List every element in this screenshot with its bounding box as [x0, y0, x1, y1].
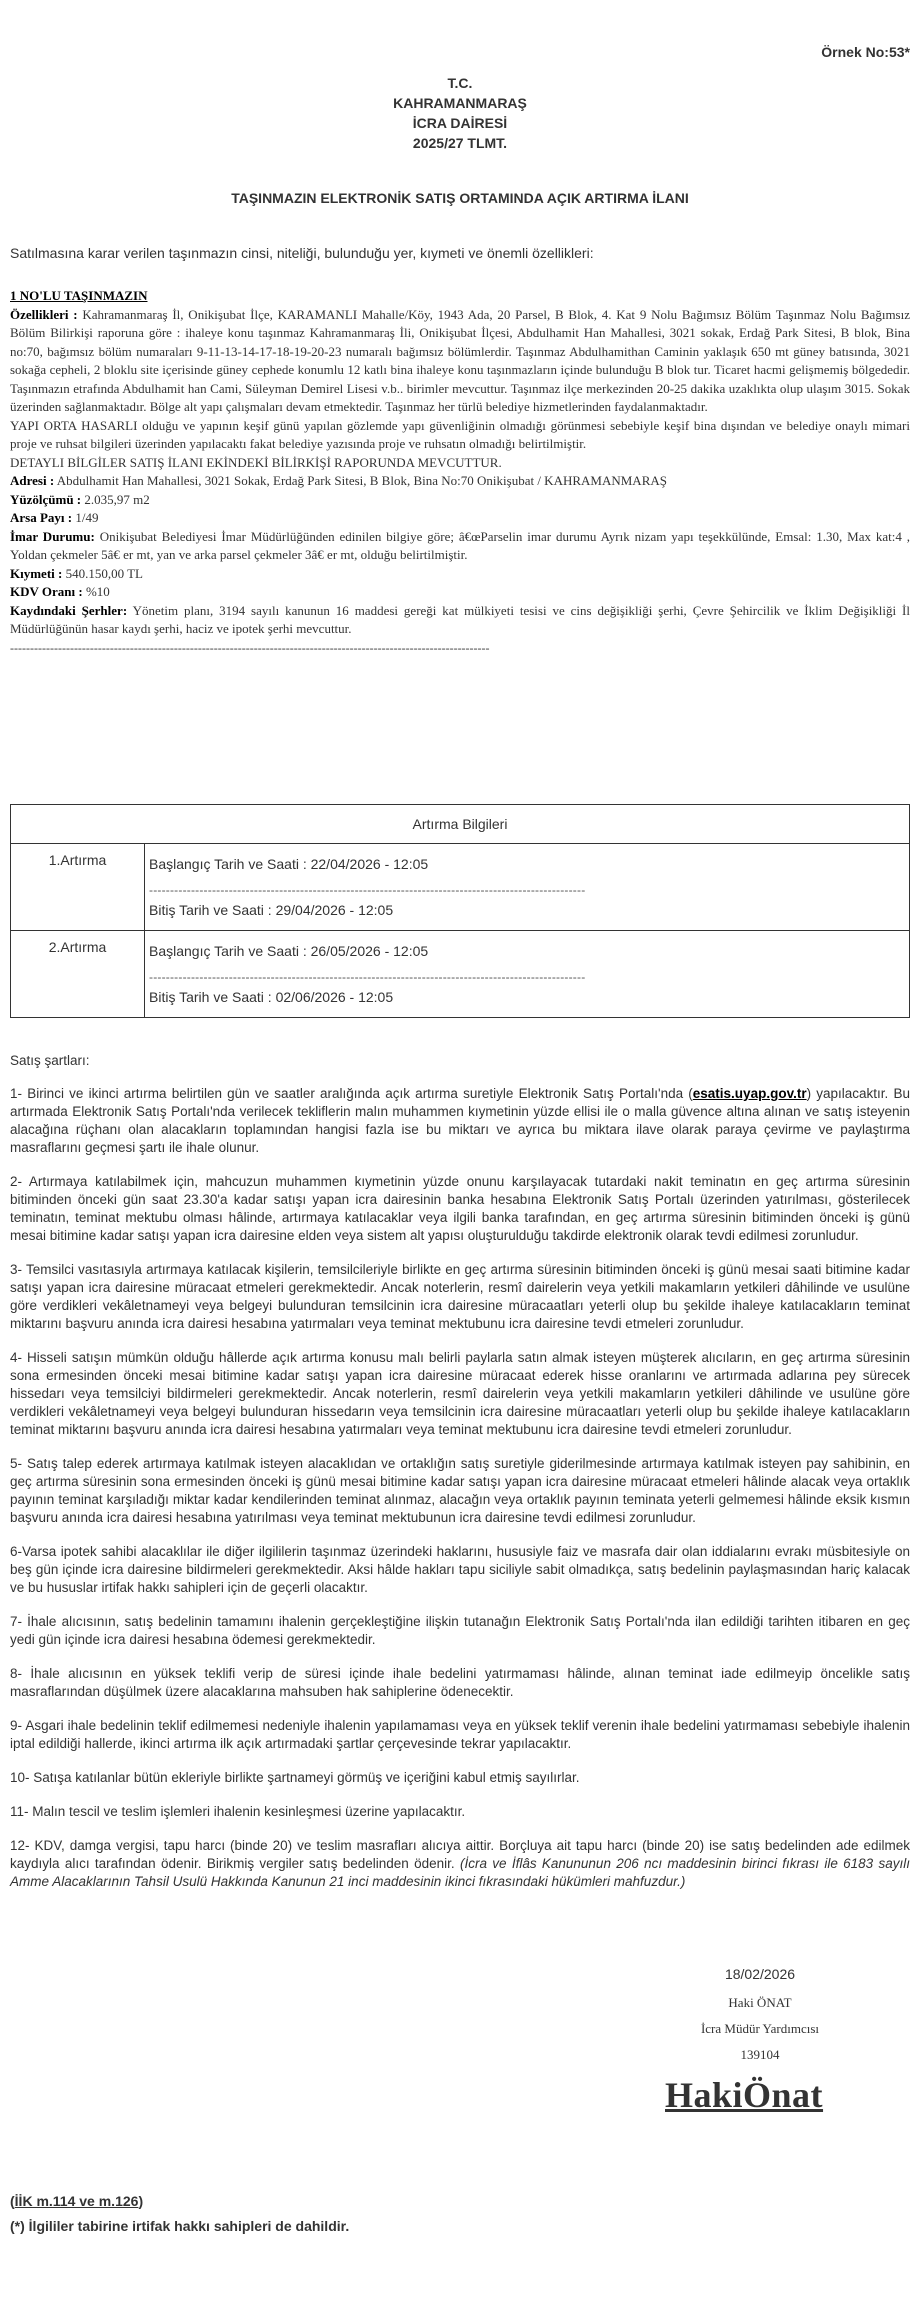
property-value	[10, 565, 910, 584]
term-1-text-b: ) yapılacaktır. Bu artırmada Elektronik Satış Portalı'nda verilecek tekliflerin malın muhammen kıymetinin yüzde ellisi ile o malla güvence altına alınan ve satış isteyenin alacağına rüçhanı olan alacakların toplamından hangisi fazla ise bu miktarı ve ayrıca bu miktara ilave olarak paraya çevirme ve paylaştırma masraflarını geçmesi şartı ile ihale olunur.	[10, 1086, 910, 1155]
law-reference: İİK m.114 ve m.126	[14, 2193, 139, 2209]
auction-start: Başlangıç Tarih ve Saati : 26/05/2026 - 12:05	[149, 943, 429, 959]
signature-date: 18/02/2026	[724, 1966, 796, 1982]
share-label: Arsa Payı :	[10, 510, 73, 525]
property-separator: ------------------------------------------------------------------------------------------------------------------------	[10, 640, 490, 655]
features-text: Kahramanmaraş İl, Onikişubat İlçe, KARAMANLI Mahalle/Köy, 1943 Ada, 20 Parsel, B Blok, 4. Kat 9 Nolu Bağımsız Bölüm Taşınmaz Nolu Bağımsız Bölüm Bilirkişi raporuna göre : ihaleye konu taşınmaz Kahramanmaraş İli, Onikişubat İlçesi, Abdulhamit Han Mahallesi, 3021 sokak, Erdağ Park Sitesi, B blok, Bina no:70, bağımsız bölüm numaraları 9-11-13-14-17-18-19-20-23 numaralı bağımsız bölümlerdir. Taşınmaz Abdulhamithan Caminin yaklaşık 650 mt güney batısında, 3021 sokağa cepheli, 2 bloklu site içerisinde güney cephede konumlu 12 katlı bina ihaleye konu taşınmazların içinde bulunduğu B blok tur. Ticaret hacmi gelişmemiş bölgededir. Taşınmazın etrafında Abdulhamit han Cami, Süleyman Demirel Lisesi v.b.. birimler mevcuttur. Taşınmaz ilçe merkezinden 20-25 dakika uzaklıkta olup ulaşım 3015. Sokak üzerinden sağlanmaktadır. Bölge alt yapı çalışmaları devam etmektedir. Taşınmaz her türlü belediye hizmetlerinden faydalanmaktadır.	[10, 306, 910, 414]
esatis-link[interactable]: esatis.uyap.gov.tr	[692, 1086, 807, 1101]
area-label: Yüzölçümü :	[10, 491, 82, 507]
signer-name: Haki ÖNAT	[728, 1995, 792, 2010]
auction-table-header: Artırma Bilgileri	[11, 805, 909, 844]
terms-title: Satış şartları:	[10, 1053, 90, 1068]
header-office: İCRA DAİRESİ	[412, 115, 508, 131]
property-share	[10, 509, 910, 528]
paren-close: )	[138, 2193, 144, 2209]
zoning-value: Onikişubat Belediyesi İmar Müdürlüğünden edinilen bilgiye göre; â€œParselin imar durumu Ayrık nizam yapı teşekkülünde, Emsal: 1.30, Max kat:4 , Yoldan çekmeler 5â€ er mt, yan ve arka parsel çekmeler 3â€ er mt, olduğu belirtilmiştir.	[10, 528, 910, 562]
features-label: Özellikleri :	[10, 306, 78, 322]
signer-number: 139104	[740, 2047, 780, 2062]
annotations-value: Yönetim planı, 3194 sayılı kanunun 16 maddesi gereği kat mülkiyeti tesisi ve cins değişikliği şerhi, Çevre Şehircilik ve İklim Değişikliği İl Müdürlüğünün hasar kaydı şerhi, haciz ve ipotek şerhi mevcuttur.	[10, 602, 910, 636]
property-area	[10, 491, 910, 510]
property-section	[10, 287, 910, 657]
auction-divider: --------------------------------------------------------------------------------------------------------	[149, 970, 586, 984]
annotations-label: Kaydındaki Şerhler:	[10, 602, 128, 618]
property-annotations	[10, 602, 910, 639]
sale-terms	[10, 1052, 910, 1907]
auction-row-label: 2.Artırma	[11, 931, 145, 1017]
auction-row-dates	[145, 931, 909, 1017]
term-4: 4- Hisseli satışın mümkün olduğu hâllerde açık artırma konusu malı belirli paylarla satın almak isteyen müşterek alıcıların, en geç artırma süresinin sona ermesinden önceki mesai bitimine kadar satışı yapan icra dairesine müracaat ederek hisse oranlarını ve artırmada adlarına pey sürecek hissedarı veya temsilciyi bildirmeleri gerekmektedir. Ancak noterlerin, resmî dairelerin veya yetkili makamların yetkileri dâhilinde ve usulüne göre verdikleri vekâletnameyi veya belgeyi bulunduran hissedarın veya temsilcinin icra dairesine müracaatları yeterli olup bu şekilde ihaleye katılacakların teminat miktarını başvuru anında icra dairesi hesabına yatırmaları veya teminat mektubunu icra dairesine tevdi etmeleri zorunludur.	[10, 1350, 910, 1437]
term-10: 10- Satışa katılanlar bütün ekleriyle birlikte şartnameyi görmüş ve içeriğini kabul etmiş sayılırlar.	[10, 1770, 580, 1785]
document-title: TAŞINMAZIN ELEKTRONİK SATIŞ ORTAMINDA AÇIK ARTIRMA İLANI	[231, 190, 689, 206]
term-1	[10, 1085, 910, 1157]
term-8: 8- İhale alıcısının en yüksek teklifi verip de süresi içinde ihale bedelini yatırmaması hâlinde, alınan teminat iade edilmeyip öncelikle satış masraflarından düşülmek üzere alacaklarına mahsuben hak sahiplerine ödenecektir.	[10, 1666, 910, 1699]
auction-start: Başlangıç Tarih ve Saati : 22/04/2026 - 12:05	[149, 856, 429, 872]
handwritten-signature: HakiÖnat	[665, 2075, 824, 2115]
property-address	[10, 472, 910, 491]
document-header	[0, 73, 920, 153]
term-6: 6-Varsa ipotek sahibi alacaklılar ile diğer ilgililerin taşınmaz üzerindeki haklarını, hususiyle faiz ve masrafa dair olan iddialarını evrakı müsbitesiyle on beş gün içinde icra dairesine bildirmeleri gerekmektedir. Aksi hâlde hakları tapu siciliyle sabit olmadıkça, satış bedelinin paylaşmasından hariç kalacak ve bu hususlar irtifak hakkı sahipleri için de geçerli olacaktır.	[10, 1544, 910, 1595]
term-1-text-a: 1- Birinci ve ikinci artırma belirtilen gün ve saatler aralığında açık artırma suretiyle Elektronik Satış Portalı'nda (	[10, 1086, 693, 1101]
property-vat	[10, 583, 910, 602]
term-9: 9- Asgari ihale bedelinin teklif edilmemesi nedeniyle ihalenin yapılamaması veya en yüksek teklif verenin ihale bedelini yatırmaması sebebiyle ihalenin iptal edildiği hallerde, ikinci artırma ilk açık artırmadaki şartlar çerçevesinde tekrar yapılacaktır.	[10, 1718, 910, 1751]
auction-row	[11, 930, 909, 1017]
term-12-legal-note: (İcra ve İflâs Kanununun 206 ncı maddesinin birinci fıkrası ile 6183 sayılı Amme Alacaklarının Tahsil Usulü Hakkında Kanunun 21 inci maddesinin ikinci fıkrasındaki hükümleri mahfuzdur.)	[10, 1856, 911, 1889]
zoning-label: İmar Durumu:	[10, 528, 95, 544]
auction-end: Bitiş Tarih ve Saati : 29/04/2026 - 12:05	[149, 902, 394, 918]
detail-note: DETAYLI BİLGİLER SATIŞ İLANI EKİNDEKİ BİLİRKİŞİ RAPORUNDA MEVCUTTUR.	[10, 454, 502, 470]
address-label: Adresi :	[10, 473, 55, 488]
header-city: KAHRAMANMARAŞ	[393, 95, 527, 111]
header-tc: T.C.	[447, 75, 473, 91]
value-label: Kıymeti :	[10, 565, 63, 581]
address-value: Abdulhamit Han Mahallesi, 3021 Sokak, Erdağ Park Sitesi, B Blok, Bina No:70 Onikişubat / KAHRAMANMARAŞ	[54, 473, 667, 488]
auction-row-dates	[145, 844, 909, 930]
term-3: 3- Temsilci vasıtasıyla artırmaya katılacak kişilerin, temsilcileriyle birlikte en geç artırma süresinin bitiminden önceki iş günü mesai saati bitimine kadar satışı yapan icra dairesine müracaat etmeleri gerekmektedir. Ancak noterlerin, resmî dairelerin veya yetkili makamların yetkileri dâhilinde ve usulüne göre verdikleri vekâletnameyi veya belgeyi bulunduran temsilcinin icra dairesine müracaatları yeterli olup bu şekilde ihaleye katılacakların teminat miktarını başvuru anında icra dairesi hesabına yatırmaları veya teminat mektubunu icra dairesine tevdi etmeleri zorunludur.	[10, 1262, 910, 1331]
term-2: 2- Artırmaya katılabilmek için, mahcuzun muhammen kıymetinin yüzde onunu karşılayacak tutardaki nakit teminatın en geç artırma süresinin bitiminden önceki gün saat 23.30'a kadar satışı yapan icra dairesinin banka hesabına Elektronik Satış Portalı üzerinden yatırılması, gösterilecek teminatın, teminat mektubu olması hâlinde, artırmaya katılacaklar veya ilgili banka tarafından, en geç artırma süresinin bitiminden önceki iş günü mesai bitimine kadar satışı yapan icra dairesine elden veya sistem alt yapısı oluşturulduğu takdirde elektronik olarak tevdi edilmesi zorunludur.	[10, 1174, 910, 1243]
vat-value: %10	[82, 584, 110, 599]
share-value: 1/49	[72, 510, 99, 525]
term-11: 11- Malın tescil ve teslim işlemleri ihalenin kesinleşmesi üzerine yapılacaktır.	[10, 1804, 466, 1819]
term-7: 7- İhale alıcısının, satış bedelinin tamamını ihalenin gerçekleştiğine ilişkin tutanağın Elektronik Satış Portalı'nda ilan edildiği tarihten itibaren en geç yedi gün içinde icra dairesi hesabına ödemesi gerekmektedir.	[10, 1614, 910, 1647]
signer-role: İcra Müdür Yardımcısı	[700, 2021, 820, 2036]
term-12-text: 12- KDV, damga vergisi, tapu harcı (binde 20) ve teslim masrafları alıcıya aittir. Borçluya ait tapu harcı (binde 20) ise satış bedelinden ade edilmek kaydıyla alıcı tarafından ödenir. Birikmiş vergiler satış bedelinden ödenir.	[10, 1838, 910, 1871]
intro-text: Satılmasına karar verilen taşınmazın cinsi, niteliği, bulunduğu yer, kıymeti ve önemli özellikleri:	[10, 245, 594, 261]
property-heading: 1 NO'LU TAŞINMAZIN	[10, 288, 148, 303]
footnote-law-reference	[10, 2193, 143, 2209]
auction-table	[10, 804, 910, 1018]
auction-row-label: 1.Artırma	[11, 844, 145, 930]
auction-row	[11, 844, 909, 930]
damage-note: YAPI ORTA HASARLI olduğu ve yapının keşif günü yapılan gözlemde yapı güvenliğinin olmadığı görünmesi sebebiyle keşif bina dışından ve belediye onaylı mimari proje ve ruhsat bilgileri üzerinden yapılacaktı fakat belediye yazısında proje ve ruhsatın olmadığı belirtilmiştir.	[10, 417, 910, 451]
value-amount: 540.150,00 TL	[62, 565, 143, 581]
auction-end: Bitiş Tarih ve Saati : 02/06/2026 - 12:05	[149, 989, 394, 1005]
term-12	[10, 1837, 910, 1891]
vat-label: KDV Oranı :	[10, 584, 83, 599]
property-zoning	[10, 528, 910, 565]
ornek-number: Örnek No:53*	[821, 44, 910, 60]
term-5: 5- Satış talep ederek artırmaya katılmak isteyen alacaklıdan ve ortaklığın satış suretiyle giderilmesinde artırmaya katılmak isteyen pay sahibinin, en geç artırma süresinin sona ermesinden önceki iş günü mesai bitimine kadar satışı yapan icra dairesine müracaat etmeleri hâlinde alacak veya ortaklık payının teminat karşıladığı miktar kadar kendilerinden teminat alınmaz, alacağın veya ortaklık payının teminata yeterli gelmemesi hâlinde eksik kısmın başvuru anında icra dairesi hesabına yatırılması veya teminat mektubunun icra dairesine tevdi edilmesi zorunludur.	[10, 1456, 910, 1525]
paren-open: (	[10, 2193, 15, 2209]
header-file-number: 2025/27 TLMT.	[412, 135, 508, 151]
auction-divider: --------------------------------------------------------------------------------------------------------	[149, 883, 586, 897]
property-features	[10, 306, 910, 417]
footnote-stakeholders: (*) İlgililer tabirine irtifak hakkı sahipleri de dahildir.	[10, 2218, 350, 2234]
area-value: 2.035,97 m2	[81, 491, 150, 507]
